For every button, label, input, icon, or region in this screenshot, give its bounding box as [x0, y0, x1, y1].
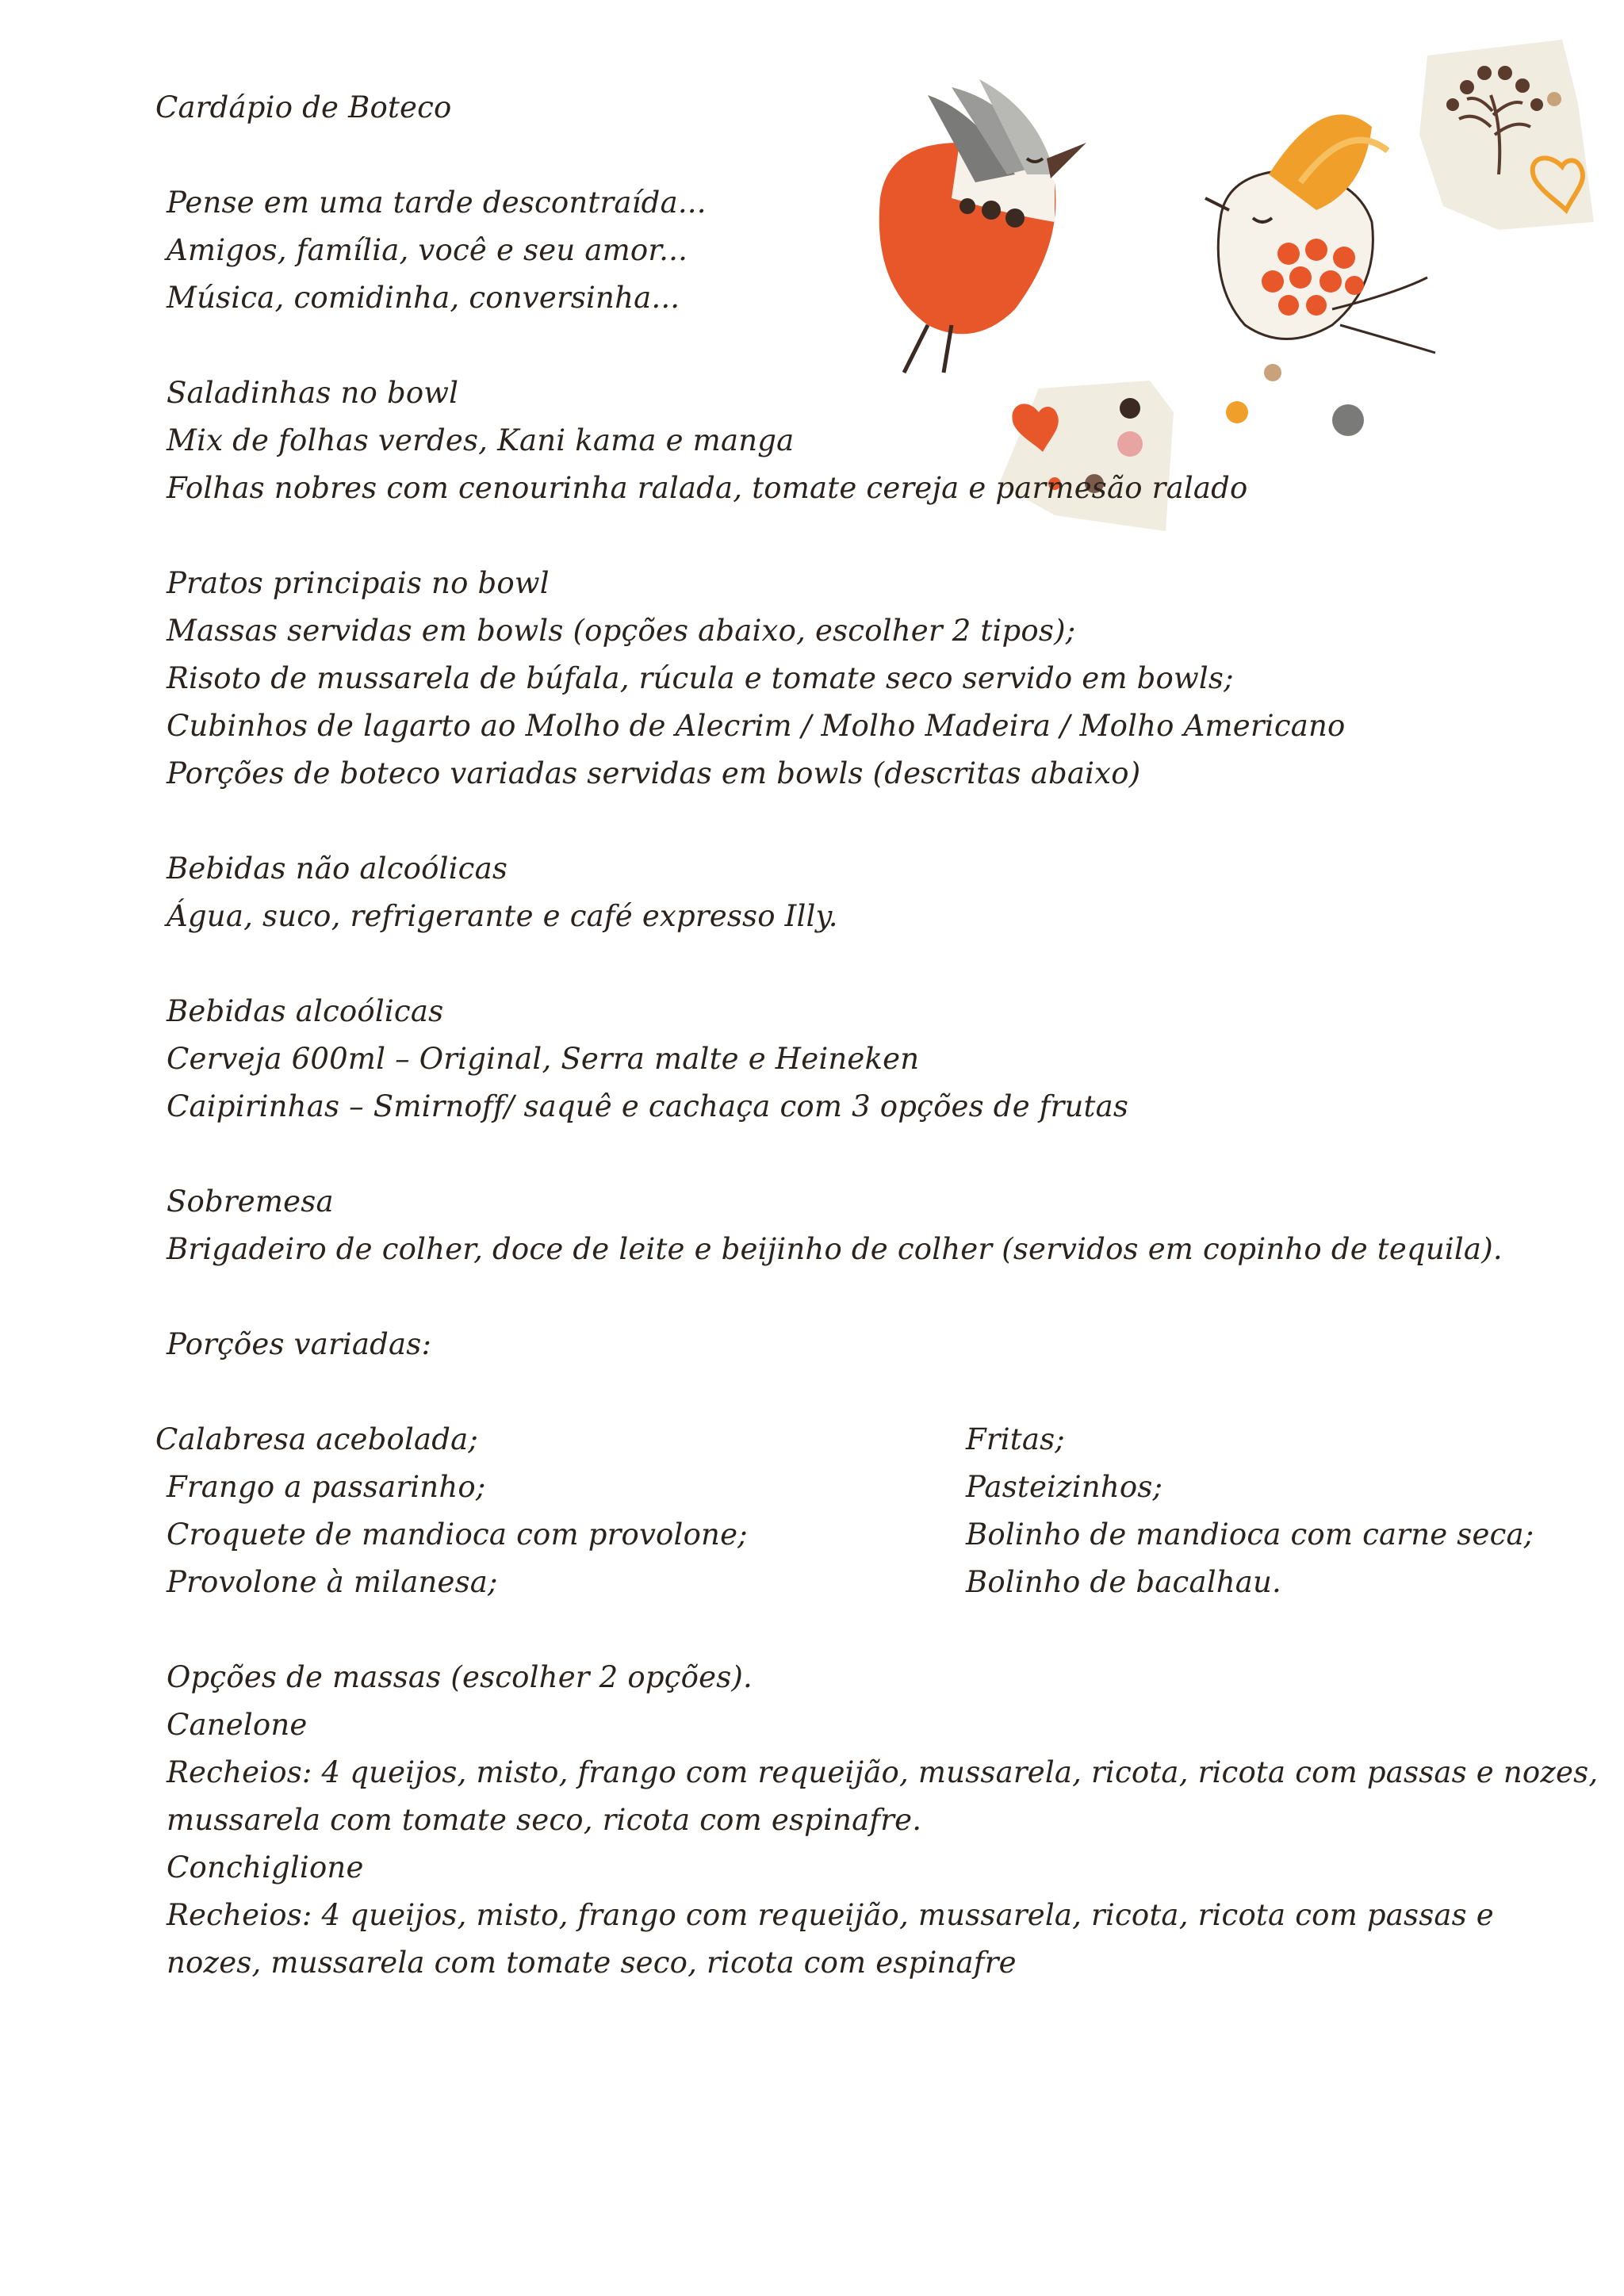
porcoes-left-item: Provolone à milanesa;	[167, 1565, 498, 1599]
porcoes-left-item: Croquete de mandioca com provolone;	[167, 1517, 748, 1552]
dots-decoration-icon	[1226, 364, 1364, 436]
list-item: Mix de folhas verdes, Kani kama e manga	[167, 423, 795, 457]
porcoes-right-item: Fritas;	[966, 1422, 1065, 1456]
recheios-line: Recheios: 4 queijos, misto, frango com requeijão, mussarela, ricota, ricota com passas e nozes,	[167, 1755, 1599, 1789]
list-item: Água, suco, refrigerante e café expresso Illy.	[167, 899, 838, 933]
list-item: Brigadeiro de colher, doce de leite e beijinho de colher (servidos em copinho de tequila).	[167, 1232, 1503, 1266]
section-heading-saladinhas: Saladinhas no bowl	[167, 376, 459, 410]
bird-illustration-icon	[879, 79, 1086, 373]
porcoes-left-item: Calabresa acebolada;	[155, 1422, 479, 1456]
porcoes-right-item: Bolinho de bacalhau.	[966, 1565, 1282, 1599]
recheios-line: mussarela com tomate seco, ricota com espinafre.	[167, 1803, 922, 1837]
pasta-name-canelone: Canelone	[167, 1708, 308, 1742]
porcoes-left-item: Frango a passarinho;	[167, 1470, 486, 1504]
intro-line: Pense em uma tarde descontraída...	[167, 186, 707, 220]
list-item: Risoto de mussarela de búfala, rúcula e tomate seco servido em bowls;	[167, 661, 1234, 695]
section-heading-sobremesa: Sobremesa	[167, 1184, 334, 1219]
list-item: Cerveja 600ml – Original, Serra malte e Heineken	[167, 1042, 920, 1076]
intro-line: Música, comidinha, conversinha...	[167, 281, 680, 315]
section-heading-pratos: Pratos principais no bowl	[167, 566, 550, 600]
section-heading-bebidas-nao-alcoolicas: Bebidas não alcoólicas	[167, 851, 508, 886]
list-item: Folhas nobres com cenourinha ralada, tomate cereja e parmesão ralado	[167, 471, 1248, 505]
porcoes-right-item: Pasteizinhos;	[966, 1470, 1163, 1504]
intro-line: Amigos, família, você e seu amor...	[167, 233, 688, 267]
recheios-line: Recheios: 4 queijos, misto, frango com requeijão, mussarela, ricota, ricota com passas e	[167, 1898, 1494, 1932]
section-heading-massas: Opções de massas (escolher 2 opções).	[167, 1660, 753, 1694]
list-item: Cubinhos de lagarto ao Molho de Alecrim / Molho Madeira / Molho Americano	[167, 709, 1346, 743]
pasta-name-conchiglione: Conchiglione	[167, 1850, 364, 1885]
page-title: Cardápio de Boteco	[155, 90, 452, 124]
section-heading-porcoes: Porções variadas:	[167, 1327, 432, 1361]
section-heading-bebidas-alcoolicas: Bebidas alcoólicas	[167, 994, 444, 1028]
porcoes-right-item: Bolinho de mandioca com carne seca;	[966, 1517, 1534, 1552]
recheios-line: nozes, mussarela com tomate seco, ricota com espinafre	[167, 1946, 1017, 1980]
bird-illustration-icon	[1205, 114, 1435, 353]
list-item: Massas servidas em bowls (opções abaixo, escolher 2 tipos);	[167, 614, 1076, 648]
list-item: Caipirinhas – Smirnoff/ saquê e cachaça com 3 opções de frutas	[167, 1089, 1129, 1123]
list-item: Porções de boteco variadas servidas em bowls (descritas abaixo)	[167, 756, 1141, 790]
